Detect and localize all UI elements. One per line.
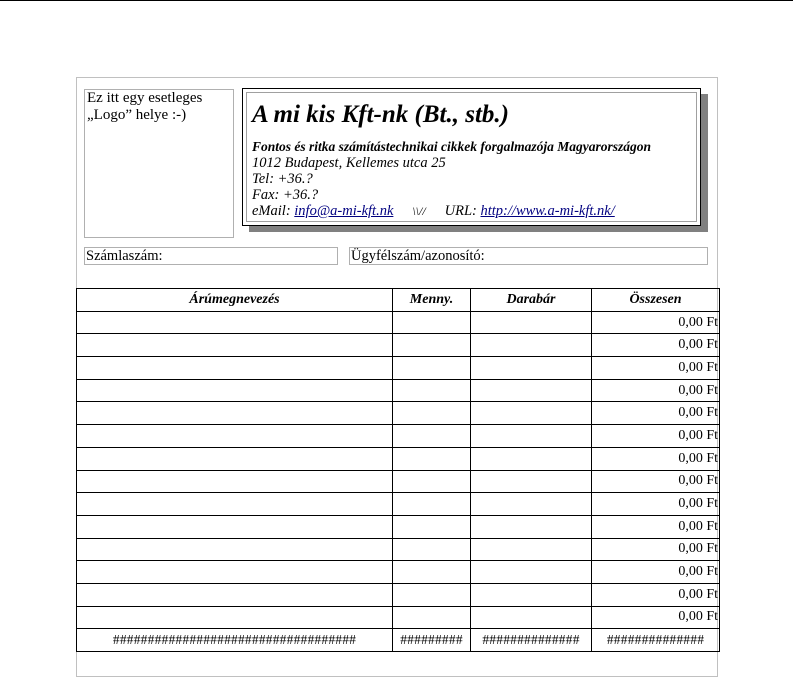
- table-row: [77, 311, 720, 334]
- unit-price-cell[interactable]: [471, 379, 592, 402]
- logo-placeholder-line2: „Logo” helye :-): [87, 107, 187, 123]
- table-row: [77, 379, 720, 402]
- quantity-cell[interactable]: [393, 538, 471, 561]
- table-row-overflow: [77, 629, 720, 652]
- total-cell[interactable]: 0,00 Ft: [592, 538, 720, 561]
- unit-price-cell[interactable]: ##############: [471, 629, 592, 652]
- unit-price-cell[interactable]: [471, 447, 592, 470]
- total-cell[interactable]: ##############: [592, 629, 720, 652]
- item-name-cell[interactable]: [77, 334, 393, 357]
- item-name-cell[interactable]: [77, 447, 393, 470]
- table-row: [77, 583, 720, 606]
- quantity-cell[interactable]: [393, 561, 471, 584]
- customer-id-label: Ügyfélszám/azonosító:: [351, 248, 485, 264]
- item-name-cell[interactable]: [77, 470, 393, 493]
- quantity-cell[interactable]: [393, 357, 471, 380]
- unit-price-cell[interactable]: [471, 583, 592, 606]
- item-name-cell[interactable]: ###################################: [77, 629, 393, 652]
- total-cell[interactable]: 0,00 Ft: [592, 311, 720, 334]
- item-name-cell[interactable]: [77, 311, 393, 334]
- unit-price-cell[interactable]: [471, 334, 592, 357]
- table-row: [77, 493, 720, 516]
- unit-price-cell[interactable]: [471, 606, 592, 629]
- total-cell[interactable]: 0,00 Ft: [592, 334, 720, 357]
- quantity-cell[interactable]: [393, 470, 471, 493]
- company-header-box: [242, 88, 701, 226]
- company-tagline: Fontos és ritka számítástechnikai cikkek forgalmazója Magyarországon: [252, 139, 652, 154]
- item-name-cell[interactable]: [77, 402, 393, 425]
- unit-price-cell[interactable]: [471, 561, 592, 584]
- quantity-cell[interactable]: [393, 493, 471, 516]
- item-name-cell[interactable]: [77, 379, 393, 402]
- header-unit-price: Darabár: [471, 289, 592, 312]
- logo-placeholder-line1: Ez itt egy esetleges: [87, 90, 203, 106]
- company-header-inner-frame: [246, 92, 697, 222]
- quantity-cell[interactable]: [393, 515, 471, 538]
- total-cell[interactable]: 0,00 Ft: [592, 515, 720, 538]
- quantity-cell[interactable]: [393, 402, 471, 425]
- logo-placeholder: [84, 89, 234, 238]
- item-name-cell[interactable]: [77, 561, 393, 584]
- company-details: [252, 139, 651, 219]
- total-cell[interactable]: 0,00 Ft: [592, 470, 720, 493]
- unit-price-cell[interactable]: [471, 538, 592, 561]
- total-cell[interactable]: 0,00 Ft: [592, 425, 720, 448]
- company-name: A mi kis Kft-nk (Bt., stb.): [252, 101, 509, 128]
- company-address: 1012 Budapest, Kellemes utca 25: [252, 155, 446, 171]
- total-cell[interactable]: 0,00 Ft: [592, 583, 720, 606]
- email-label: eMail:: [252, 203, 291, 219]
- table-row: [77, 447, 720, 470]
- item-name-cell[interactable]: [77, 515, 393, 538]
- table-row: [77, 606, 720, 629]
- total-cell[interactable]: 0,00 Ft: [592, 606, 720, 629]
- item-name-cell[interactable]: [77, 493, 393, 516]
- item-name-cell[interactable]: [77, 583, 393, 606]
- quantity-cell[interactable]: [393, 606, 471, 629]
- table-row: [77, 402, 720, 425]
- quantity-cell[interactable]: [393, 379, 471, 402]
- unit-price-cell[interactable]: [471, 402, 592, 425]
- top-rule: [0, 0, 793, 1]
- items-table: [76, 288, 720, 652]
- total-cell[interactable]: 0,00 Ft: [592, 357, 720, 380]
- company-contact-line: [252, 203, 651, 219]
- company-fax: Fax: +36.?: [252, 187, 319, 203]
- header-total: Összesen: [592, 289, 720, 312]
- table-row: [77, 561, 720, 584]
- table-row: [77, 425, 720, 448]
- header-quantity: Menny.: [393, 289, 471, 312]
- quantity-cell[interactable]: #########: [393, 629, 471, 652]
- quantity-cell[interactable]: [393, 583, 471, 606]
- company-tel: Tel: +36.?: [252, 171, 313, 187]
- table-row: [77, 470, 720, 493]
- table-row: [77, 515, 720, 538]
- total-cell[interactable]: 0,00 Ft: [592, 447, 720, 470]
- item-name-cell[interactable]: [77, 357, 393, 380]
- quantity-cell[interactable]: [393, 311, 471, 334]
- quantity-cell[interactable]: [393, 425, 471, 448]
- item-name-cell[interactable]: [77, 538, 393, 561]
- customer-id-field[interactable]: [349, 247, 708, 265]
- unit-price-cell[interactable]: [471, 425, 592, 448]
- invoice-number-field[interactable]: [84, 247, 338, 265]
- table-row: [77, 538, 720, 561]
- email-link[interactable]: info@a-mi-kft.nk: [294, 203, 394, 219]
- item-name-cell[interactable]: [77, 425, 393, 448]
- table-header-row: [77, 289, 720, 312]
- unit-price-cell[interactable]: [471, 357, 592, 380]
- unit-price-cell[interactable]: [471, 470, 592, 493]
- unit-price-cell[interactable]: [471, 311, 592, 334]
- unit-price-cell[interactable]: [471, 493, 592, 516]
- quantity-cell[interactable]: [393, 334, 471, 357]
- header-item-name: Árúmegnevezés: [77, 289, 393, 312]
- url-label: URL:: [444, 203, 477, 219]
- item-name-cell[interactable]: [77, 606, 393, 629]
- url-link[interactable]: http://www.a-mi-kft.nk/: [480, 203, 615, 219]
- invoice-number-label: Számlaszám:: [86, 248, 163, 264]
- total-cell[interactable]: 0,00 Ft: [592, 561, 720, 584]
- contact-separator: \\//: [412, 204, 426, 218]
- total-cell[interactable]: 0,00 Ft: [592, 402, 720, 425]
- total-cell[interactable]: 0,00 Ft: [592, 379, 720, 402]
- total-cell[interactable]: 0,00 Ft: [592, 493, 720, 516]
- table-row: [77, 334, 720, 357]
- table-row: [77, 357, 720, 380]
- unit-price-cell[interactable]: [471, 515, 592, 538]
- quantity-cell[interactable]: [393, 447, 471, 470]
